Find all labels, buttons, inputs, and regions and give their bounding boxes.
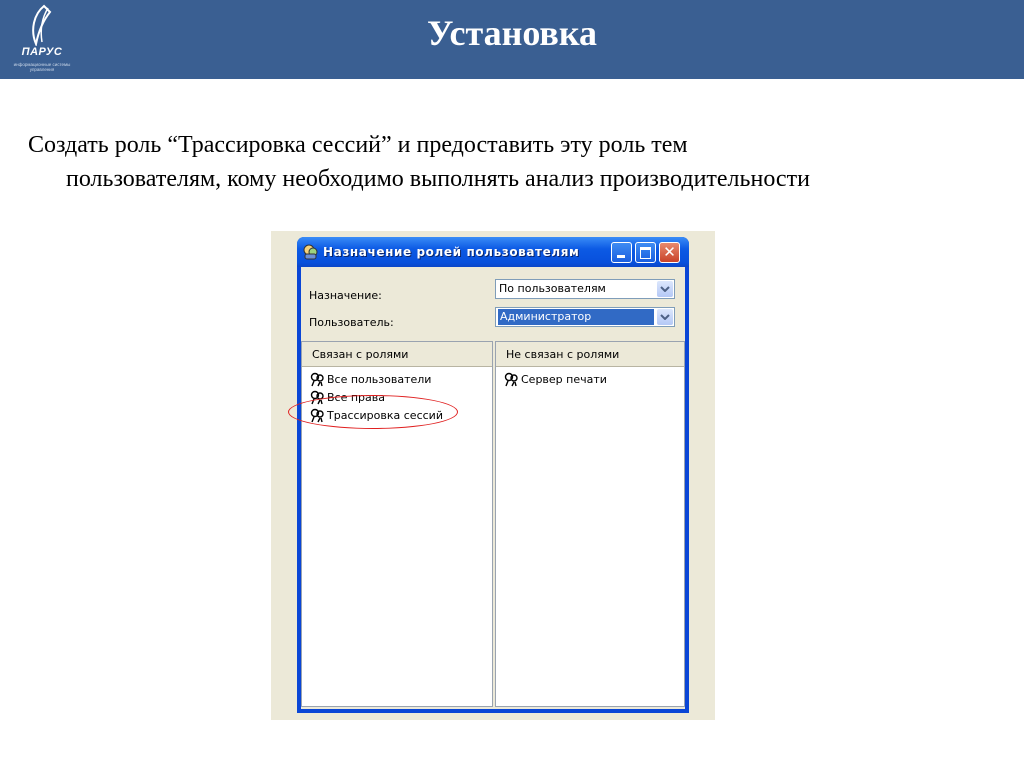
close-icon: ✕ bbox=[663, 243, 676, 261]
list-item-label: Сервер печати bbox=[521, 373, 607, 386]
assignment-label: Назначение: bbox=[309, 289, 382, 302]
list-item-label: Все права bbox=[327, 391, 385, 404]
assignment-select[interactable] bbox=[495, 279, 675, 299]
window-titlebar[interactable] bbox=[297, 237, 689, 267]
page-title: Установка bbox=[426, 13, 598, 53]
maximize-button[interactable] bbox=[635, 242, 656, 263]
unlinked-roles-header-label: Не связан с ролями bbox=[506, 348, 620, 361]
user-select[interactable] bbox=[495, 307, 675, 327]
slide-header bbox=[0, 0, 1024, 79]
role-icon bbox=[504, 372, 519, 387]
close-button[interactable] bbox=[659, 242, 680, 263]
chevron-down-icon bbox=[660, 314, 670, 320]
unlinked-roles-panel bbox=[495, 341, 685, 707]
window-title: Назначение ролей пользователям bbox=[323, 245, 580, 259]
role-icon bbox=[310, 372, 325, 387]
chevron-down-icon bbox=[660, 286, 670, 292]
lead-line-2: пользователям, кому необходимо выполнять анализ производительности bbox=[66, 166, 810, 192]
user-label: Пользователь: bbox=[309, 316, 394, 329]
lead-paragraph bbox=[28, 128, 988, 196]
role-assignment-window bbox=[297, 237, 689, 713]
user-select-value: Администратор bbox=[498, 309, 654, 325]
assignment-select-value: По пользователям bbox=[499, 282, 606, 295]
linked-roles-header-label: Связан с ролями bbox=[312, 348, 409, 361]
maximize-icon bbox=[640, 247, 651, 259]
list-item-label: Трассировка сессий bbox=[327, 409, 443, 422]
minimize-icon bbox=[617, 255, 625, 258]
logo-name: ПАРУС bbox=[21, 46, 63, 58]
user-dropdown-button[interactable] bbox=[657, 309, 673, 325]
list-item-label: Все пользователи bbox=[327, 373, 432, 386]
dialog-screenshot bbox=[271, 231, 715, 720]
highlight-ellipse bbox=[288, 395, 458, 429]
unlinked-roles-header[interactable] bbox=[496, 342, 684, 367]
users-roles-icon bbox=[302, 243, 320, 261]
lead-line-1: Создать роль “Трассировка сессий” и предоставить эту роль тем bbox=[28, 132, 688, 158]
window-client-area bbox=[301, 267, 685, 709]
logo-tagline: информационные системы управления bbox=[13, 62, 71, 72]
linked-roles-header[interactable] bbox=[302, 342, 492, 367]
assignment-dropdown-button[interactable] bbox=[657, 281, 673, 297]
minimize-button[interactable] bbox=[611, 242, 632, 263]
